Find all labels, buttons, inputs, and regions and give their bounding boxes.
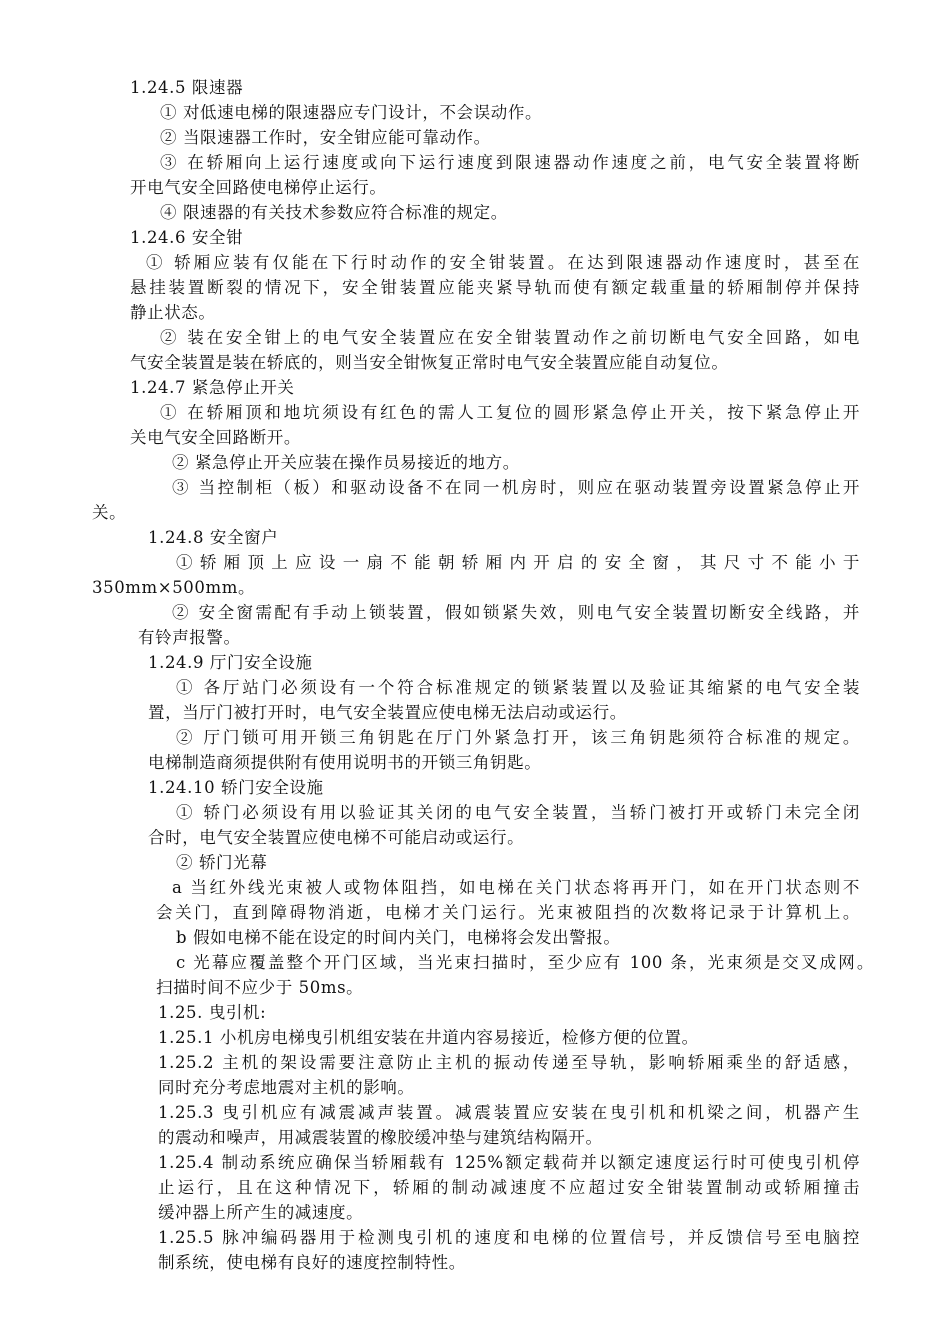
text-line: 会关门，直到障碍物消逝，电梯才关门运行。光束被阻挡的次数将记录于计算机上。 (156, 903, 860, 922)
text-line: 1.25. 曳引机: (158, 1003, 267, 1022)
text-line: 350mm×500mm。 (92, 578, 256, 597)
text-line: ② 紧急停止开关应装在操作员易接近的地方。 (172, 453, 520, 472)
text-line: 1.24.7 紧急停止开关 (130, 378, 295, 397)
text-line: 关电气安全回路断开。 (130, 428, 301, 447)
text-line: ④ 限速器的有关技术参数应符合标准的规定。 (160, 203, 508, 222)
text-line: ① 轿 厢 顶 上 应 设 一 扇 不 能 朝 轿 厢 内 开 启 的 安 全 窗 ， 其 尺 寸 不 能 小 于 (176, 553, 860, 572)
text-line: 置，当厅门被打开时，电气安全装置应使电梯无法启动或运行。 (148, 703, 627, 722)
text-line: c 光幕应覆盖整个开门区域，当光束扫描时，至少应有 100 条，光束须是交叉成网。 (176, 953, 874, 972)
text-line: 1.25.1 小机房电梯曳引机组安装在井道内容易接近，检修方便的位置。 (158, 1028, 699, 1047)
text-line: 的震动和噪声，用减震装置的橡胶缓冲垫与建筑结构隔开。 (158, 1128, 603, 1147)
text-line: ① 轿门必须设有用以验证其关闭的电气安全装置，当轿门被打开或轿门未完全闭 (176, 803, 860, 822)
text-line: 同时充分考虑地震对主机的影响。 (158, 1078, 415, 1097)
text-line: ② 当限速器工作时，安全钳应能可靠动作。 (160, 128, 491, 147)
text-line: 关。 (92, 503, 127, 522)
text-line: ② 轿门光幕 (176, 853, 268, 872)
text-line: 1.25.5 脉冲编码器用于检测曳引机的速度和电梯的位置信号，并反馈信号至电脑控 (158, 1228, 860, 1247)
text-line: ② 装在安全钳上的电气安全装置应在安全钳装置动作之前切断电气安全回路，如电 (160, 328, 860, 347)
text-line: 开电气安全回路使电梯停止运行。 (130, 178, 387, 197)
text-line: ③ 在轿厢向上运行速度或向下运行速度到限速器动作速度之前，电气安全装置将断 (160, 153, 860, 172)
text-line: 1.24.8 安全窗户 (148, 528, 279, 547)
text-line: 制系统，使电梯有良好的速度控制特性。 (158, 1253, 466, 1272)
text-line: ① 对低速电梯的限速器应专门设计，不会误动作。 (160, 103, 543, 122)
text-line: 气安全装置是装在轿底的，则当安全钳恢复正常时电气安全装置应能自动复位。 (130, 353, 729, 372)
text-line: ③ 当控制柜（板）和驱动设备不在同一机房时，则应在驱动装置旁设置紧急停止开 (172, 478, 860, 497)
text-line: b 假如电梯不能在设定的时间内关门，电梯将会发出警报。 (176, 928, 621, 947)
text-line: 扫描时间不应少于 50ms。 (156, 978, 364, 997)
text-line: 1.24.10 轿门安全设施 (148, 778, 324, 797)
text-line: 1.25.4 制动系统应确保当轿厢载有 125%额定载荷并以额定速度运行时可使曳引机停 (158, 1153, 860, 1172)
text-line: 1.25.2 主机的架设需要注意防止主机的振动传递至导轨，影响轿厢乘坐的舒适感， (158, 1053, 860, 1072)
text-line: ① 在轿厢顶和地坑须设有红色的需人工复位的圆形紧急停止开关，按下紧急停止开 (160, 403, 860, 422)
text-line: 1.24.6 安全钳 (130, 228, 244, 247)
text-line: ② 厅门锁可用开锁三角钥匙在厅门外紧急打开，该三角钥匙须符合标准的规定。 (176, 728, 860, 747)
text-line: ① 轿厢应装有仅能在下行时动作的安全钳装置。在达到限速器动作速度时，甚至在 (146, 253, 860, 272)
text-line: 缓冲器上所产生的减速度。 (158, 1203, 364, 1222)
text-line: ① 各厅站门必须设有一个符合标准规定的锁紧装置以及验证其缩紧的电气安全装 (176, 678, 860, 697)
text-line: ② 安全窗需配有手动上锁装置，假如锁紧失效，则电气安全装置切断安全线路，并 (172, 603, 860, 622)
text-line: 静止状态。 (130, 303, 216, 322)
text-line: a 当红外线光束被人或物体阻挡，如电梯在关门状态将再开门，如在开门状态则不 (172, 878, 860, 897)
text-line: 悬挂装置断裂的情况下，安全钳装置应能夹紧导轨而使有额定载重量的轿厢制停并保持 (130, 278, 860, 297)
text-line: 电梯制造商须提供附有使用说明书的开锁三角钥匙。 (148, 753, 542, 772)
text-line: 止运行，且在这种情况下，轿厢的制动减速度不应超过安全钳装置制动或轿厢撞击 (158, 1178, 860, 1197)
text-line: 1.25.3 曳引机应有减震减声装置。减震装置应安装在曳引机和机梁之间，机器产生 (158, 1103, 860, 1122)
text-line: 1.24.5 限速器 (130, 78, 244, 97)
text-line: 合时，电气安全装置应使电梯不可能启动或运行。 (148, 828, 525, 847)
text-line: 1.24.9 厅门安全设施 (148, 653, 313, 672)
text-line: 有铃声报警。 (138, 628, 241, 647)
